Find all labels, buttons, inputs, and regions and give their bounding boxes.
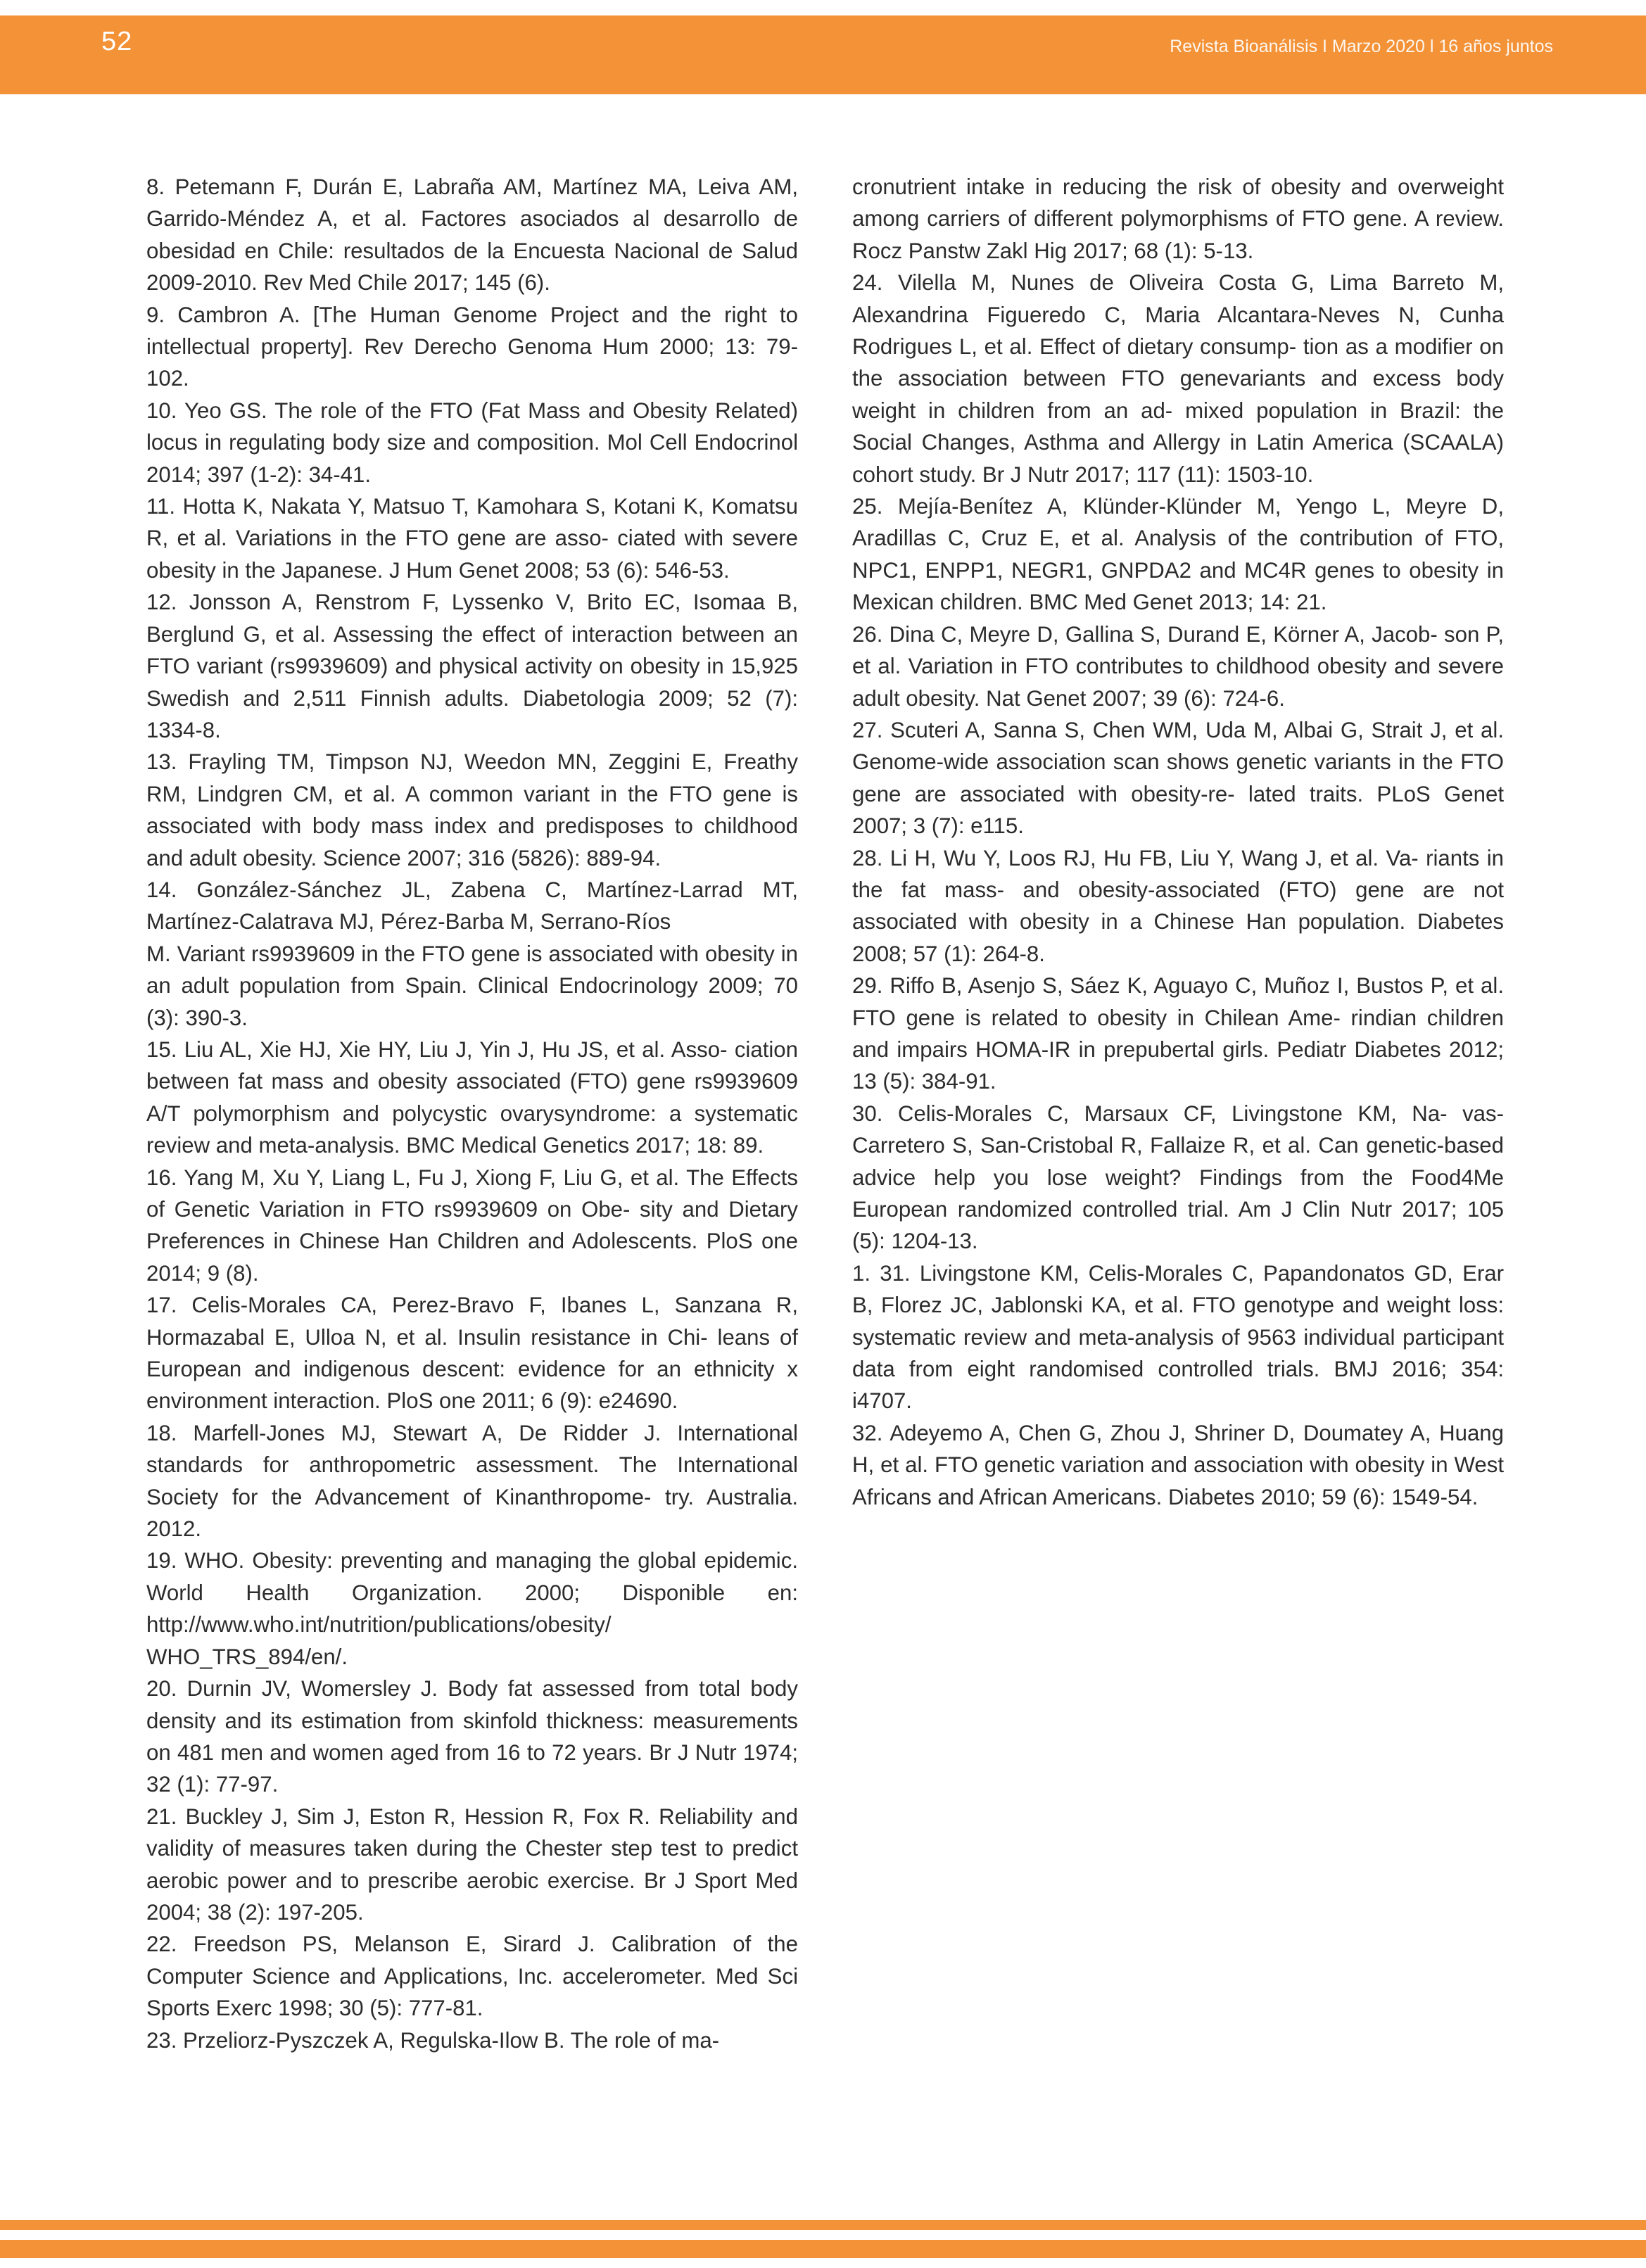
reference-item: 29. Riffo B, Asenjo S, Sáez K, Aguayo C, Muñoz I, Bustos P, et al. FTO gene is related to obesity in Chilean Ame- rindian children and impairs HOMA-IR in prepubertal girls. Pediatr Diabetes 2012; 13 (5): 384-91.: [852, 973, 1504, 1094]
reference-item: 17. Celis-Morales CA, Perez-Bravo F, Ibanes L, Sanzana R, Hormazabal E, Ulloa N, et al. Insulin resistance in Chi- leans of European and indigenous descent: evidence for an ethnicity x environment interaction. PloS one 2011; 6 (9): e24690.: [146, 1293, 798, 1414]
reference-item: 10. Yeo GS. The role of the FTO (Fat Mass and Obesity Related) locus in regulating body size and composition. Mol Cell Endocrinol 2014; 397 (1-2): 34-41.: [146, 398, 798, 487]
reference-item: 9. Cambron A. [The Human Genome Project and the right to intellectual property]. Rev Derecho Genoma Hum 2000; 13: 79-102.: [146, 302, 798, 391]
reference-item: cronutrient intake in reducing the risk of obesity and overweight among carriers of different polymorphisms of FTO gene. A review. Rocz Panstw Zakl Hig 2017; 68 (1): 5-13.: [852, 175, 1504, 263]
reference-item: 25. Mejía-Benítez A, Klünder-Klünder M, Yengo L, Meyre D, Aradillas C, Cruz E, et al. Analysis of the contribution of FTO, NPC1, ENPP1, NEGR1, GNPDA2 and MC4R genes to obesity in Mexican children. BMC Med Genet 2013; 14: 21.: [852, 494, 1504, 615]
reference-item: 21. Buckley J, Sim J, Eston R, Hession R, Fox R. Reliability and validity of measures taken during the Chester step test to predict aerobic power and to prescribe aerobic exercise. Br J Sport Med 2004; 38 (2): 197-205.: [146, 1804, 798, 1925]
reference-item: 24. Vilella M, Nunes de Oliveira Costa G, Lima Barreto M, Alexandrina Figueredo C, Maria Alcantara-Neves N, Cunha Rodrigues L, et al. Effect of dietary consump- tion as a modifier on the association between FTO genevariants and excess body weight in children from an ad- mixed population in Brazil: the Social Changes, Asthma and Allergy in Latin America (SCAALA) cohort study. Br J Nutr 2017; 117 (11): 1503-10.: [852, 270, 1504, 487]
reference-item: 22. Freedson PS, Melanson E, Sirard J. Calibration of the Computer Science and Applications, Inc. accelerometer. Med Sci Sports Exerc 1998; 30 (5): 777-81.: [146, 1932, 798, 2021]
reference-item: 8. Petemann F, Durán E, Labraña AM, Martínez MA, Leiva AM, Garrido-Méndez A, et al. Factores asociados al desarrollo de obesidad en Chile: resultados de la Encuesta Nacional de Salud 2009-2010. Rev Med Chile 2017; 145 (6).: [146, 175, 798, 296]
reference-item: 1. 31. Livingstone KM, Celis-Morales C, Papandonatos GD, Erar B, Florez JC, Jablonski KA, et al. FTO genotype and weight loss: systematic review and meta-analysis of 9563 individual participant data from eight randomised controlled trials. BMJ 2016; 354: i4707.: [852, 1260, 1504, 1414]
reference-item: 19. WHO. Obesity: preventing and managing the global epidemic. World Health Organization. 2000; Disponible en: http://www.who.int/nutrition/publications/obesity/ WHO_TRS_894/en/.: [146, 1548, 798, 1669]
reference-item: 28. Li H, Wu Y, Loos RJ, Hu FB, Liu Y, Wang J, et al. Va- riants in the fat mass- and obesity-associated (FTO) gene are not associated with obesity in a Chinese Han population. Diabetes 2008; 57 (1): 264-8.: [852, 845, 1504, 966]
references-right-column: [852, 171, 1504, 1513]
reference-item: 27. Scuteri A, Sanna S, Chen WM, Uda M, Albai G, Strait J, et al. Genome-wide association scan shows genetic variants in the FTO gene are associated with obesity-re- lated traits. PLoS Genet 2007; 3 (7): e115.: [852, 717, 1504, 839]
page-number: 52: [101, 27, 133, 56]
reference-item: 23. Przeliorz-Pyszczek A, Regulska-Ilow B. The role of ma-: [146, 2027, 720, 2053]
footer-rule-thick: [0, 2240, 1646, 2258]
reference-item: 16. Yang M, Xu Y, Liang L, Fu J, Xiong F, Liu G, et al. The Effects of Genetic Variation in FTO rs9939609 on Obe- sity and Dietary Preferences in Chinese Han Children and Adolescents. PloS one 2014; 9 (8).: [146, 1165, 798, 1286]
reference-item: 15. Liu AL, Xie HJ, Xie HY, Liu J, Yin J, Hu JS, et al. Asso- ciation between fat mass and obesity associated (FTO) gene rs9939609 A/T polymorphism and polycystic ovarysyndrome: a systematic review and meta-analysis. BMC Medical Genetics 2017; 18: 89.: [146, 1037, 798, 1158]
footer-rule-thin: [0, 2220, 1646, 2230]
journal-title: Revista Bioanálisis I Marzo 2020 l 16 años juntos: [1170, 37, 1553, 56]
reference-item: 12. Jonsson A, Renstrom F, Lyssenko V, Brito EC, Isomaa B, Berglund G, et al. Assessing the effect of interaction between an FTO variant (rs9939609) and physical activity on obesity in 15,925 Swedish and 2,511 Finnish adults. Diabetologia 2009; 52 (7): 1334-8.: [146, 590, 798, 742]
reference-item: 30. Celis-Morales C, Marsaux CF, Livingstone KM, Na- vas-Carretero S, San-Cristobal R, Fallaize R, et al. Can genetic-based advice help you lose weight? Findings from the Food4Me European randomized controlled trial. Am J Clin Nutr 2017; 105 (5): 1204-13.: [852, 1101, 1504, 1254]
reference-item: 14. González-Sánchez JL, Zabena C, Martínez-Larrad MT, Martínez-Calatrava MJ, Pérez-Barba M, Serrano-Ríos: [146, 877, 798, 935]
reference-item: 11. Hotta K, Nakata Y, Matsuo T, Kamohara S, Kotani K, Komatsu R, et al. Variations in the FTO gene are asso- ciated with severe obesity in the Japanese. J Hum Genet 2008; 53 (6): 546-53.: [146, 494, 798, 583]
reference-item: 20. Durnin JV, Womersley J. Body fat assessed from total body density and its estimation from skinfold thickness: measurements on 481 men and women aged from 16 to 72 years. Br J Nutr 1974; 32 (1): 77-97.: [146, 1676, 798, 1797]
reference-item: 26. Dina C, Meyre D, Gallina S, Durand E, Körner A, Jacob- son P, et al. Variation in FTO contributes to childhood obesity and severe adult obesity. Nat Genet 2007; 39 (6): 724-6.: [852, 621, 1504, 711]
references-left-column: [146, 171, 798, 2056]
reference-item: M. Variant rs9939609 in the FTO gene is associated with obesity in an adult population from Spain. Clinical Endocrinology 2009; 70 (3): 390-3.: [146, 941, 798, 1030]
reference-item: 18. Marfell-Jones MJ, Stewart A, De Ridder J. International standards for anthropometric assessment. The International Society for the Advancement of Kinanthropome- try. Australia. 2012.: [146, 1420, 798, 1542]
reference-item: 13. Frayling TM, Timpson NJ, Weedon MN, Zeggini E, Freathy RM, Lindgren CM, et al. A common variant in the FTO gene is associated with body mass index and predisposes to childhood and adult obesity. Science 2007; 316 (5826): 889-94.: [146, 749, 798, 870]
reference-item: 32. Adeyemo A, Chen G, Zhou J, Shriner D, Doumatey A, Huang H, et al. FTO genetic variation and association with obesity in West Africans and African Americans. Diabetes 2010; 59 (6): 1549-54.: [852, 1420, 1504, 1509]
